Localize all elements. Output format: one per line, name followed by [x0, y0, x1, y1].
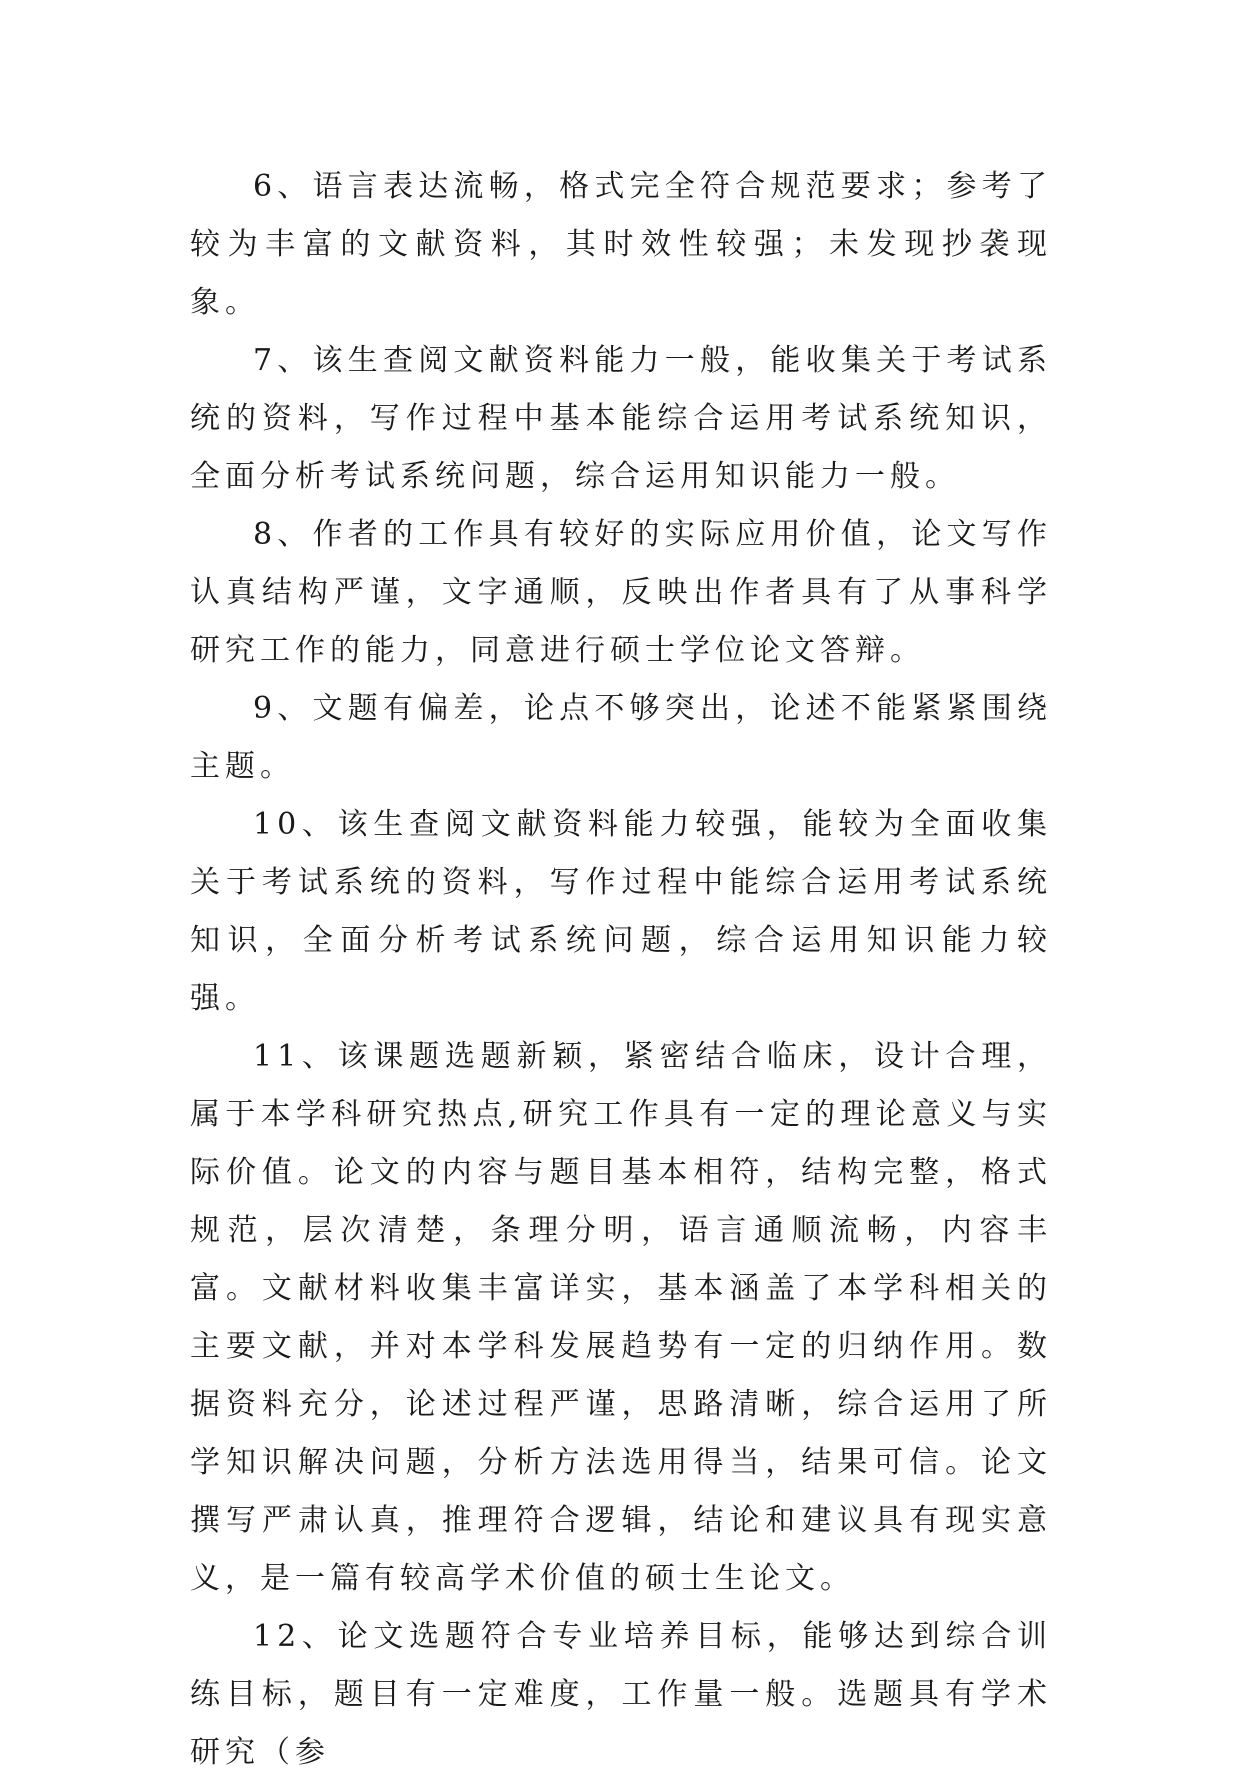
paragraph-10: 10、该生查阅文献资料能力较强，能较为全面收集关于考试系统的资料，写作过程中能综合运用考试系统知识，全面分析考试系统问题，综合运用知识能力较强。 — [190, 807, 1052, 1016]
document-page — [190, 158, 1052, 1770]
paragraph-8: 8、作者的工作具有较好的实际应用价值，论文写作认真结构严谨，文字通顺，反映出作者具有了从事科学研究工作的能力，同意进行硕士学位论文答辩。 — [190, 517, 1052, 668]
paragraph-9: 9、文题有偏差，论点不够突出，论述不能紧紧围绕主题。 — [190, 691, 1052, 784]
paragraph-7: 7、该生查阅文献资料能力一般，能收集关于考试系统的资料，写作过程中基本能综合运用考试系统知识，全面分析考试系统问题，综合运用知识能力一般。 — [190, 343, 1052, 494]
paragraph-12: 12、论文选题符合专业培养目标，能够达到综合训练目标，题目有一定难度，工作量一般。选题具有学术研究（参 — [190, 1619, 1052, 1770]
paragraph-11: 11、该课题选题新颖，紧密结合临床，设计合理，属于本学科研究热点,研究工作具有一定的理论意义与实际价值。论文的内容与题目基本相符，结构完整，格式规范，层次清楚，条理分明，语言通顺流畅，内容丰富。文献材料收集丰富详实，基本涵盖了本学科相关的主要文献，并对本学科发展趋势有一定的归纳作用。数据资料充分，论述过程严谨，思路清晰，综合运用了所学知识解决问题，分析方法选用得当，结果可信。论文撰写严肃认真，推理符合逻辑，结论和建议具有现实意义，是一篇有较高学术价值的硕士生论文。 — [190, 1039, 1052, 1596]
paragraph-6: 6、语言表达流畅，格式完全符合规范要求；参考了较为丰富的文献资料，其时效性较强；未发现抄袭现象。 — [190, 169, 1052, 320]
